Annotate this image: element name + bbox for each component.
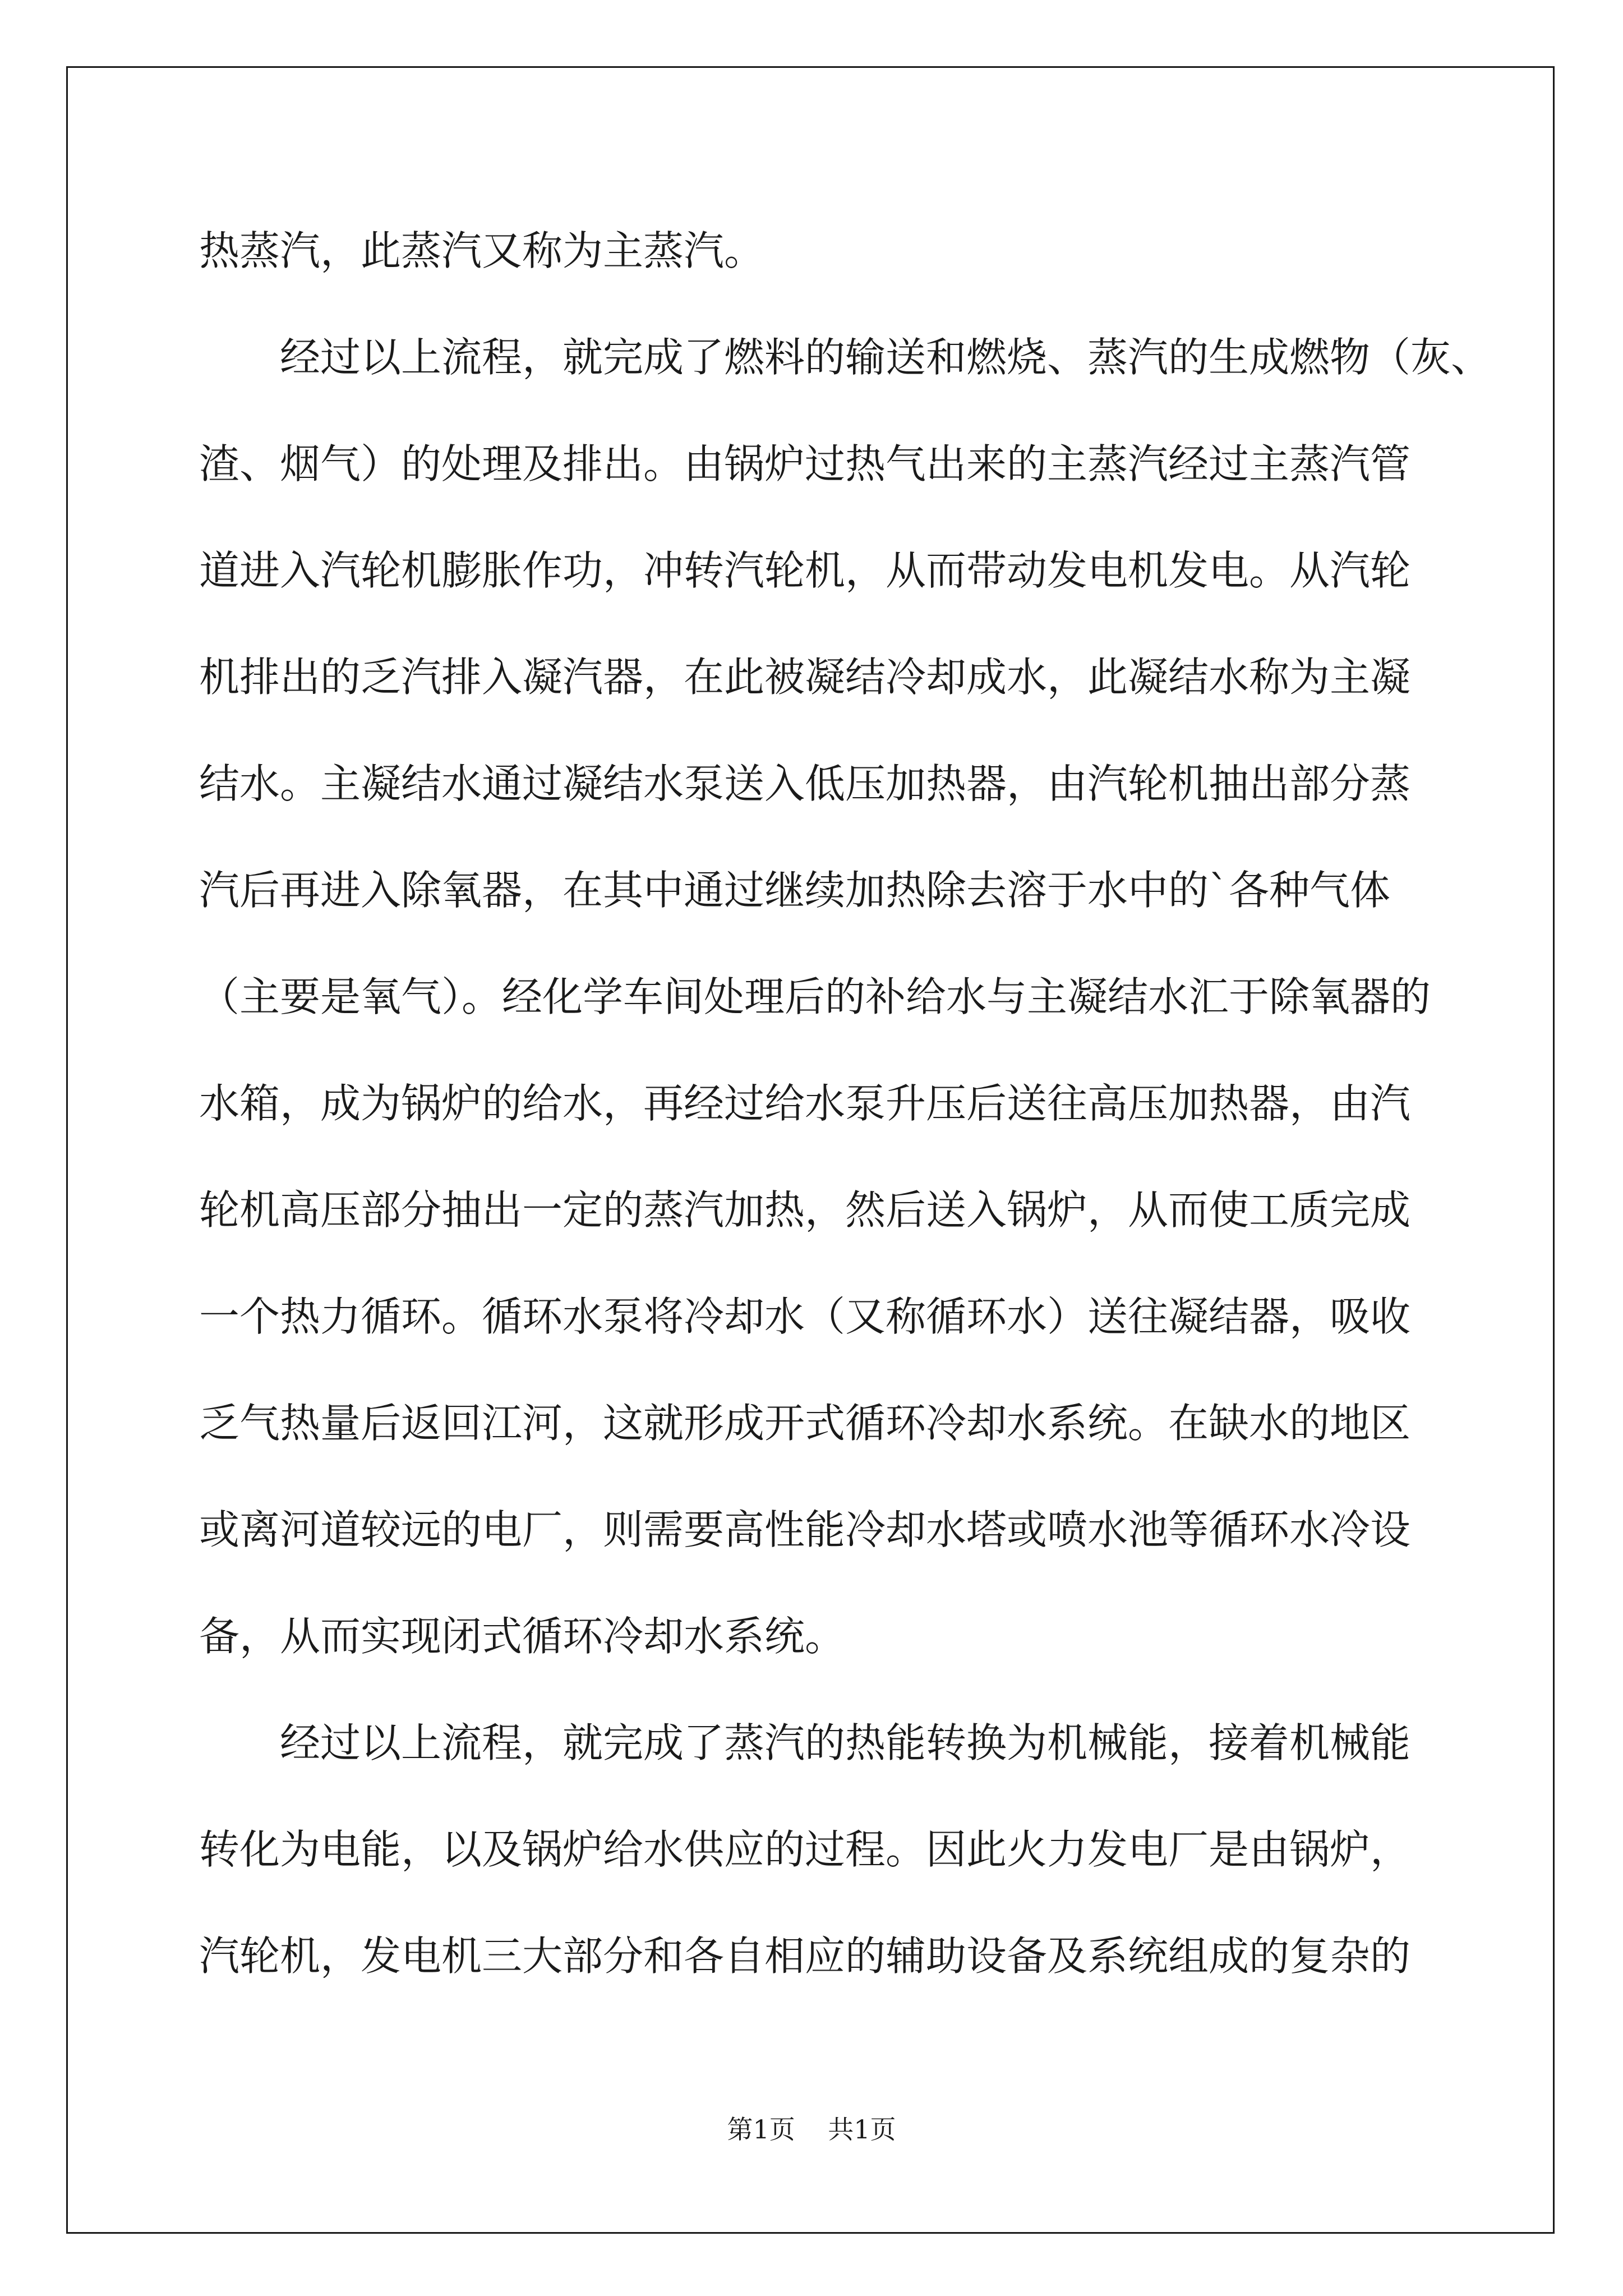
- text-line: 汽后再进入除氧器，在其中通过继续加热除去溶于水中的`各种气体: [199, 867, 1391, 914]
- text-line: 机排出的乏汽排入凝汽器，在此被凝结冷却成水，此凝结水称为主凝: [199, 654, 1411, 701]
- text-line: 转化为电能，以及锅炉给水供应的过程。因此火力发电厂是由锅炉，: [199, 1826, 1411, 1873]
- text-line: 一个热力循环。循环水泵将冷却水（又称循环水）送往凝结器，吸收: [199, 1293, 1411, 1340]
- page-number: 第1页: [727, 2114, 795, 2145]
- footer-gap: [795, 2114, 828, 2145]
- text-line: 渣、烟气）的处理及排出。由锅炉过热气出来的主蒸汽经过主蒸汽管: [199, 440, 1411, 487]
- page-footer: [0, 2109, 1623, 2146]
- text-line: 轮机高压部分抽出一定的蒸汽加热，然后送入锅炉，从而使工质完成: [199, 1186, 1411, 1234]
- text-line: 道进入汽轮机膨胀作功，冲转汽轮机，从而带动发电机发电。从汽轮: [199, 547, 1411, 594]
- page-total: 共1页: [828, 2114, 896, 2145]
- text-line: 热蒸汽，此蒸汽又称为主蒸汽。: [199, 227, 765, 274]
- text-line: 乏气热量后返回江河，这就形成开式循环冷却水系统。在缺水的地区: [199, 1400, 1411, 1447]
- text-line: （主要是氧气）。经化学车间处理后的补给水与主凝结水汇于除氧器的: [199, 973, 1431, 1020]
- document-body: [199, 197, 1492, 2009]
- text-line: 经过以上流程，就完成了燃料的输送和燃烧、蒸汽的生成燃物（灰、: [280, 334, 1492, 381]
- text-line: 经过以上流程，就完成了蒸汽的热能转换为机械能，接着机械能: [280, 1719, 1411, 1766]
- text-line: 或离河道较远的电厂，则需要高性能冷却水塔或喷水池等循环水冷设: [199, 1506, 1411, 1553]
- text-line: 汽轮机，发电机三大部分和各自相应的辅助设备及系统组成的复杂的: [199, 1932, 1411, 1980]
- text-line: 备，从而实现闭式循环冷却水系统。: [199, 1613, 846, 1660]
- text-line: 水箱，成为锅炉的给水，再经过给水泵升压后送往高压加热器，由汽: [199, 1080, 1411, 1127]
- text-line: 结水。主凝结水通过凝结水泵送入低压加热器，由汽轮机抽出部分蒸: [199, 760, 1411, 807]
